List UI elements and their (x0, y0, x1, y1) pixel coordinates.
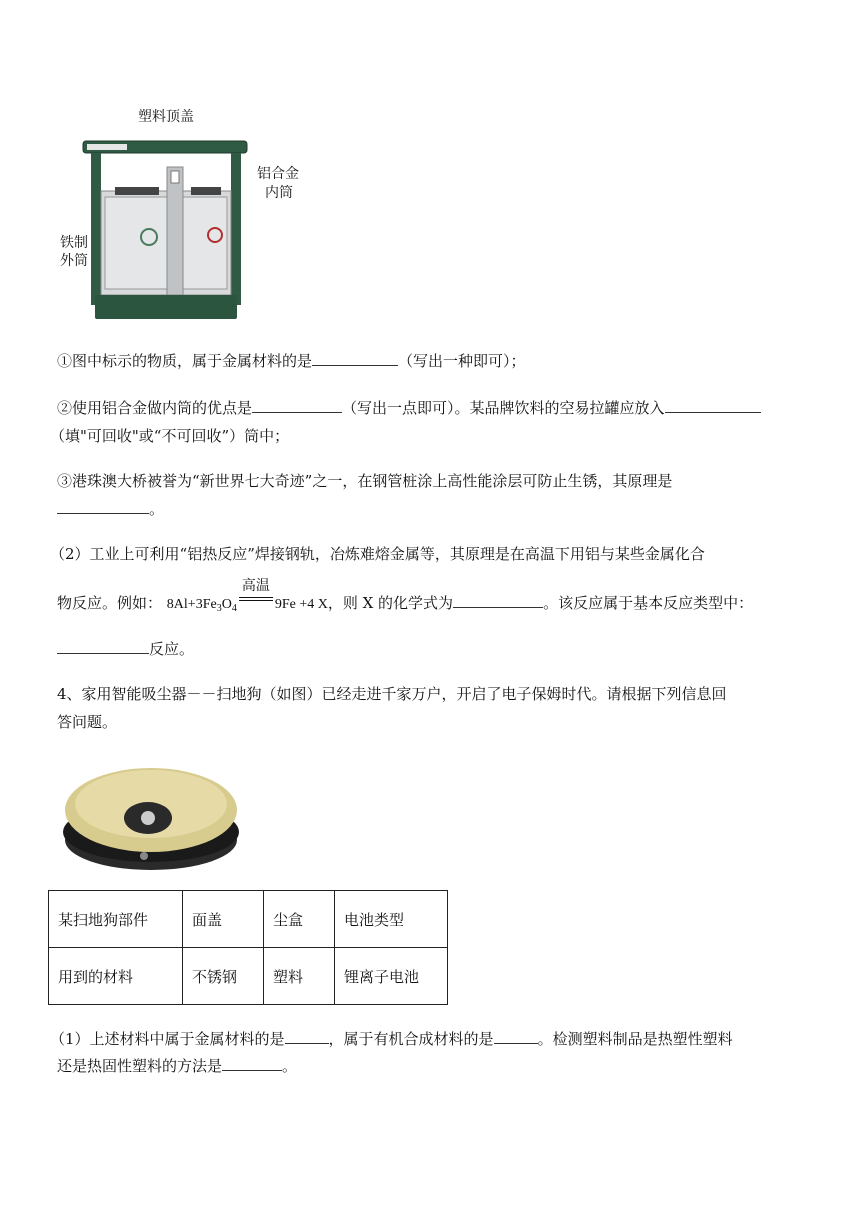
table-cell: 用到的材料 (49, 948, 183, 1005)
question-2-line3-suffix: 反应。 (149, 640, 195, 658)
question-b-line1 (57, 397, 761, 419)
label-aluminum-1: 铝合金 (257, 166, 299, 182)
table-row (49, 891, 448, 948)
question-4-1-after: 。检测塑料制品是热塑性塑料 (537, 1030, 733, 1048)
question-2-example-label: 物反应。例如： (57, 594, 163, 612)
question-2-type-prompt: 。该反应属于基本反应类型中： (543, 594, 754, 612)
robot-vacuum-figure (60, 758, 242, 876)
reaction-arrow (239, 579, 273, 612)
question-2-line1 (50, 543, 705, 565)
question-4-line1 (57, 683, 727, 705)
answer-blank[interactable] (57, 499, 149, 514)
reaction-condition: 高温 (241, 579, 270, 594)
answer-blank[interactable] (494, 1029, 538, 1044)
question-4-line2 (57, 711, 117, 733)
table-row (49, 948, 448, 1005)
question-a (57, 350, 526, 372)
label-aluminum-2: 内筒 (265, 185, 293, 201)
table-cell: 不锈钢 (183, 948, 264, 1005)
table-cell: 锂离子电池 (335, 948, 448, 1005)
label-plastic-cover: 塑料顶盖 (138, 109, 194, 125)
table-cell: 某扫地狗部件 (49, 891, 183, 948)
question-2-line3 (57, 638, 194, 660)
table-cell: 塑料 (264, 948, 335, 1005)
answer-blank[interactable] (222, 1056, 282, 1071)
question-2-line2 (57, 579, 754, 620)
answer-blank[interactable] (57, 639, 149, 654)
thermite-equation (166, 579, 328, 614)
question-a-suffix: （写出一种即可）； (398, 352, 526, 370)
equation-products: 9Fe +4 X (274, 597, 328, 612)
table-cell: 尘盒 (264, 891, 335, 948)
label-iron-1: 铁制 (60, 235, 88, 251)
equation-subscript-1: 3 (216, 603, 222, 614)
answer-blank[interactable] (252, 398, 342, 413)
question-c-line2 (57, 498, 164, 520)
equation-oxygen: O (221, 597, 232, 612)
equation-reactants: 8Al+3Fe (166, 597, 217, 612)
answer-blank[interactable] (665, 398, 761, 413)
equation-subscript-2: 4 (231, 603, 237, 614)
table-cell: 电池类型 (335, 891, 448, 948)
recycling-bin-illustration (55, 105, 315, 325)
question-4-1-line2-text: 还是热固性塑料的方法是 (57, 1057, 223, 1075)
question-2-text: （2）工业上可利用“铝热反应”焊接钢轨，冶炼难熔金属等，其原理是在高温下用铝与某些金属化合 (50, 545, 705, 563)
recycling-bin-figure (55, 105, 315, 325)
question-4-1-end: 。 (282, 1057, 298, 1075)
question-b-text: ②使用铝合金做内筒的优点是 (57, 399, 253, 417)
question-c-suffix: 。 (149, 500, 165, 518)
question-b-middle: （写出一点即可）。某品牌饮料的空易拉罐应放入 (342, 399, 665, 417)
question-4-text: 4、家用智能吸尘器－－扫地狗（如图）已经走进千家万户，开启了电子保姆时代。请根据下列信息回 (57, 685, 727, 703)
robot-vacuum-illustration (60, 758, 242, 876)
question-a-text: ①图中标示的物质，属于金属材料的是 (57, 352, 313, 370)
question-c-line1 (57, 470, 672, 492)
question-4-1-text: （1）上述材料中属于金属材料的是 (50, 1030, 285, 1048)
table-cell: 面盖 (183, 891, 264, 948)
question-2-formula-prompt: ，则 X 的化学式为 (327, 594, 454, 612)
question-4-line2-text: 答问题。 (57, 713, 118, 731)
answer-blank[interactable] (285, 1029, 329, 1044)
question-4-1-line1 (50, 1028, 733, 1050)
question-b-line2 (50, 425, 289, 447)
question-4-1-line2 (57, 1055, 297, 1077)
parts-table (48, 890, 448, 1005)
question-b-line2-text: （填"可回收"或“不可回收”）筒中； (50, 427, 290, 445)
question-c-text: ③港珠澳大桥被誉为“新世界七大奇迹”之一，在钢管桩涂上高性能涂层可防止生锈，其原理是 (57, 472, 673, 490)
answer-blank[interactable] (312, 351, 398, 366)
answer-blank[interactable] (453, 593, 543, 608)
label-iron-2: 外筒 (60, 253, 88, 269)
question-4-1-middle: ，属于有机合成材料的是 (328, 1030, 494, 1048)
